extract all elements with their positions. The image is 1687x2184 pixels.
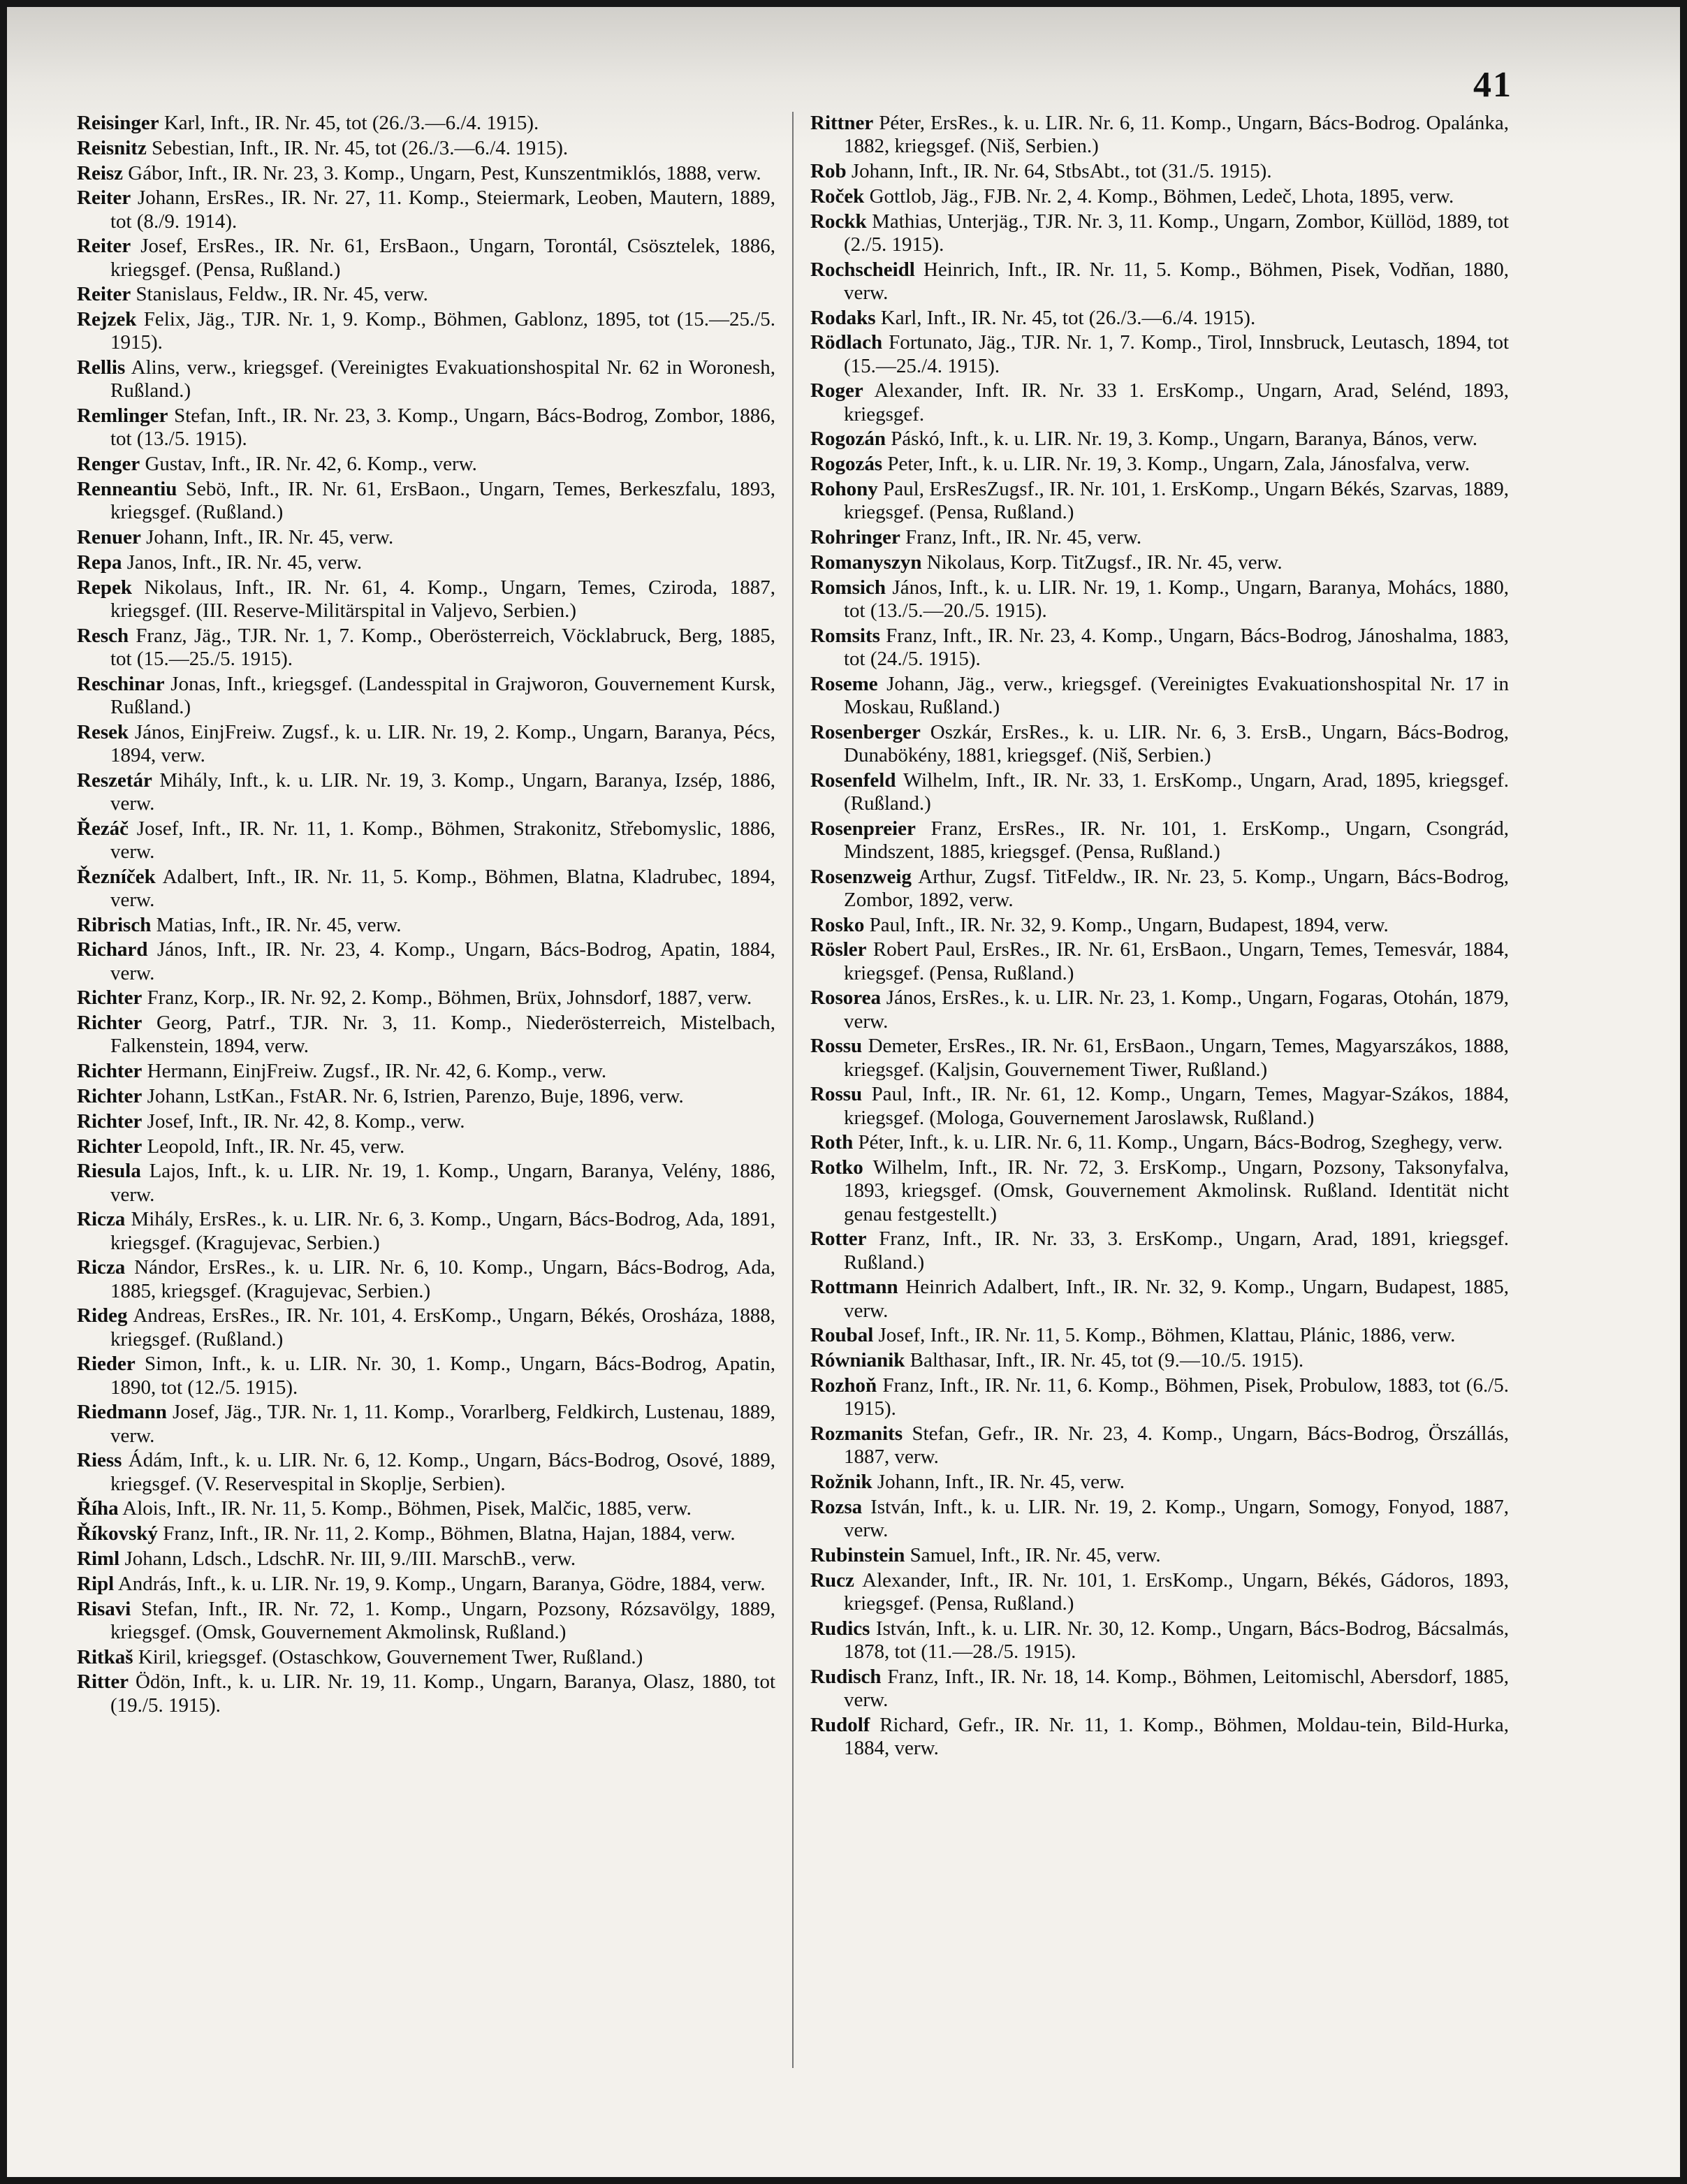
entry-details: Sebestian, Inft., IR. Nr. 45, tot (26./3.—6./4. 1915). xyxy=(152,136,569,159)
entry-surname: Roček xyxy=(810,184,865,208)
entry-surname: Ripl xyxy=(77,1572,115,1595)
entry-details: János, Inft., k. u. LIR. Nr. 19, 1. Komp., Ungarn, Baranya, Mohács, 1880, tot (13./5.—20./5. 1915). xyxy=(844,576,1509,622)
list-entry xyxy=(810,1714,1509,1760)
entry-surname: Rodaks xyxy=(810,306,876,329)
entry-details: Johann, Jäg., verw., kriegsgef. (Vereinigtes Evakuationshospital Nr. 17 in Moskau, Rußland.) xyxy=(844,672,1509,718)
entry-surname: Rellis xyxy=(77,356,126,379)
list-entry xyxy=(77,187,775,233)
list-entry xyxy=(810,428,1509,451)
entry-details: Stefan, Gefr., IR. Nr. 23, 4. Komp., Ungarn, Bács-Bodrog, Örszállás, 1887, verw. xyxy=(844,1422,1510,1469)
list-entry xyxy=(77,866,775,912)
entry-surname: Rosko xyxy=(810,913,865,936)
entry-details: Simon, Inft., k. u. LIR. Nr. 30, 1. Komp., Ungarn, Bács-Bodrog, Apatin, 1890, tot (12./5. 1915). xyxy=(110,1353,775,1399)
list-entry xyxy=(77,1670,775,1717)
entry-surname: Rödlach xyxy=(810,331,883,354)
list-entry xyxy=(810,866,1509,912)
entry-surname: Renneantiu xyxy=(77,477,177,500)
entry-details: Franz, Inft., IR. Nr. 18, 14. Komp., Böhmen, Leitomischl, Abersdorf, 1885, verw. xyxy=(844,1665,1509,1711)
list-entry xyxy=(810,1544,1509,1567)
entry-details: Alins, verw., kriegsgef. (Vereinigtes Evakuationshospital Nr. 62 in Woronesh, Rußland.) xyxy=(110,356,776,402)
entry-surname: Rosenberger xyxy=(810,720,921,743)
entry-details: Paul, Inft., IR. Nr. 32, 9. Komp., Ungarn, Budapest, 1894, verw. xyxy=(869,913,1389,936)
entry-surname: Rösler xyxy=(810,938,867,961)
entry-surname: Rožnik xyxy=(810,1470,872,1493)
entry-details: Franz, Inft., IR. Nr. 33, 3. ErsKomp., Ungarn, Arad, 1891, kriegsgef. Rußland.) xyxy=(844,1228,1509,1274)
entry-details: Karl, Inft., IR. Nr. 45, tot (26./3.—6./4. 1915). xyxy=(880,306,1256,329)
entry-surname: Richter xyxy=(77,1060,143,1083)
entry-details: Josef, Inft., IR. Nr. 11, 5. Komp., Böhmen, Klattau, Plánic, 1886, verw. xyxy=(878,1324,1456,1347)
list-entry xyxy=(810,769,1509,815)
list-entry xyxy=(77,526,775,549)
list-entry xyxy=(810,1349,1509,1372)
list-entry xyxy=(810,914,1509,937)
entry-details: István, Inft., k. u. LIR. Nr. 19, 2. Komp., Ungarn, Somogy, Fonyod, 1887, verw. xyxy=(844,1495,1509,1541)
entry-details: Franz, Inft., IR. Nr. 23, 4. Komp., Ungarn, Bács-Bodrog, Jánoshalma, 1883, tot (24./5. 1915). xyxy=(844,624,1510,670)
entry-details: Georg, Patrf., TJR. Nr. 3, 11. Komp., Niederösterreich, Mistelbach, Falkenstein, 1894, verw. xyxy=(110,1012,776,1058)
list-entry xyxy=(77,356,775,402)
entry-details: Franz, Inft., IR. Nr. 11, 6. Komp., Böhmen, Pisek, Probulow, 1883, tot (6./5. 1915). xyxy=(844,1374,1510,1420)
entry-surname: Romsich xyxy=(810,576,886,599)
entry-surname: Renger xyxy=(77,453,140,476)
entry-surname: Romanyszyn xyxy=(810,551,922,574)
list-entry xyxy=(77,817,775,864)
list-entry xyxy=(77,1060,775,1083)
entry-details: Adalbert, Inft., IR. Nr. 11, 5. Komp., Böhmen, Blatna, Kladrubec, 1894, verw. xyxy=(110,865,776,911)
entry-surname: Roseme xyxy=(810,672,878,695)
list-entry xyxy=(810,307,1509,330)
list-entry xyxy=(810,1617,1509,1664)
entry-details: Felix, Jäg., TJR. Nr. 1, 9. Komp., Böhmen, Gablonz, 1895, tot (15.—25./5. 1915). xyxy=(110,308,776,354)
entry-details: Arthur, Zugsf. TitFeldw., IR. Nr. 23, 5. Komp., Ungarn, Bács-Bodrog, Zombor, 1892, verw. xyxy=(844,865,1509,911)
entry-surname: Rosenzweig xyxy=(810,865,912,888)
entry-surname: Reiter xyxy=(77,187,131,210)
list-entry xyxy=(810,625,1509,671)
entry-surname: Riedmann xyxy=(77,1401,167,1424)
entry-details: Gustav, Inft., IR. Nr. 42, 6. Komp., verw. xyxy=(145,453,477,476)
entry-details: Franz, Korp., IR. Nr. 92, 2. Komp., Böhmen, Brüx, Johnsdorf, 1887, verw. xyxy=(147,987,752,1010)
entry-details: Nándor, ErsRes., k. u. LIR. Nr. 6, 10. Komp., Ungarn, Bács-Bodrog, Ada, 1885, kriegsgef. (Kragujevac, Serbien.) xyxy=(110,1256,775,1302)
entry-details: Josef, Jäg., TJR. Nr. 1, 11. Komp., Vorarlberg, Feldkirch, Lustenau, 1889, verw. xyxy=(110,1401,776,1447)
list-entry xyxy=(77,1256,775,1302)
entry-details: János, EinjFreiw. Zugsf., k. u. LIR. Nr. 19, 2. Komp., Ungarn, Baranya, Pécs, 1894, verw. xyxy=(110,720,775,766)
entry-details: Franz, Jäg., TJR. Nr. 1, 7. Komp., Oberösterreich, Vöcklabruck, Berg, 1885, tot (15.—25./5. 1915). xyxy=(110,624,775,670)
list-entry xyxy=(810,1131,1509,1154)
entry-details: Gottlob, Jäg., FJB. Nr. 2, 4. Komp., Böhmen, Ledeč, Lhota, 1895, verw. xyxy=(869,184,1454,208)
right-column xyxy=(810,112,1509,1762)
entry-surname: Rogozán xyxy=(810,428,886,451)
list-entry xyxy=(77,1012,775,1058)
entry-details: Peter, Inft., k. u. LIR. Nr. 19, 3. Komp., Ungarn, Zala, Jánosfalva, verw. xyxy=(887,453,1470,476)
entry-surname: Ricza xyxy=(77,1256,126,1279)
entry-details: Johann, Inft., IR. Nr. 64, StbsAbt., tot (31./5. 1915). xyxy=(851,160,1272,182)
entry-details: Jonas, Inft., kriegsgef. (Landesspital in Grajworon, Gouvernement Kursk, Rußland.) xyxy=(110,672,775,718)
list-entry xyxy=(77,551,775,574)
list-entry xyxy=(810,1156,1509,1226)
entry-details: Johann, LstKan., FstAR. Nr. 6, Istrien, Parenzo, Buje, 1896, verw. xyxy=(147,1084,684,1107)
entry-details: Ödön, Inft., k. u. LIR. Nr. 19, 11. Komp., Ungarn, Baranya, Olasz, 1880, tot (19./5. 1915). xyxy=(110,1670,776,1717)
entry-surname: Rozhoň xyxy=(810,1374,877,1397)
entry-surname: Równianik xyxy=(810,1349,905,1372)
entry-surname: Roger xyxy=(810,379,863,402)
entry-details: Gábor, Inft., IR. Nr. 23, 3. Komp., Ungarn, Pest, Kunszentmiklós, 1888, verw. xyxy=(128,161,761,184)
entry-surname: Rudisch xyxy=(810,1665,882,1688)
entry-surname: Repa xyxy=(77,551,122,574)
list-entry xyxy=(810,478,1509,524)
entry-details: Franz, ErsRes., IR. Nr. 101, 1. ErsKomp., Ungarn, Csongrád, Mindszent, 1885, kriegsgef. (Pensa, Rußland.) xyxy=(844,817,1509,863)
entry-surname: Rossu xyxy=(810,1035,863,1058)
list-entry xyxy=(77,162,775,185)
entry-details: Demeter, ErsRes., IR. Nr. 61, ErsBaon., Ungarn, Temes, Magyarszákos, 1888, kriegsgef. (Kaljsin, Gouvernement Tiwer, Rußland.) xyxy=(844,1035,1510,1081)
entry-details: Heinrich, Inft., IR. Nr. 11, 5. Komp., Böhmen, Pisek, Vodňan, 1880, verw. xyxy=(844,258,1510,304)
entry-details: István, Inft., k. u. LIR. Nr. 30, 12. Komp., Ungarn, Bács-Bodrog, Bácsalmás, 1878, tot (11.—28./5. 1915). xyxy=(844,1617,1510,1663)
entry-surname: Rochscheidl xyxy=(810,258,915,281)
list-entry xyxy=(810,453,1509,476)
entry-surname: Resek xyxy=(77,720,129,743)
list-entry xyxy=(810,1324,1509,1347)
list-entry xyxy=(810,160,1509,183)
list-entry xyxy=(77,1449,775,1495)
entry-surname: Richter xyxy=(77,1109,143,1133)
entry-details: Oszkár, ErsRes., k. u. LIR. Nr. 6, 3. ErsB., Ungarn, Bács-Bodrog, Dunabökény, 1881, kriegsgef. (Niš, Serbien.) xyxy=(844,720,1510,766)
list-entry xyxy=(810,1569,1509,1615)
entry-details: András, Inft., k. u. LIR. Nr. 19, 9. Komp., Ungarn, Baranya, Gödre, 1884, verw. xyxy=(117,1572,766,1595)
entry-details: Alois, Inft., IR. Nr. 11, 5. Komp., Böhmen, Pisek, Malčic, 1885, verw. xyxy=(122,1497,692,1520)
entry-details: Samuel, Inft., IR. Nr. 45, verw. xyxy=(910,1543,1161,1566)
list-entry xyxy=(77,308,775,354)
list-entry xyxy=(810,331,1509,377)
list-entry xyxy=(77,1304,775,1351)
entry-details: Andreas, ErsRes., IR. Nr. 101, 4. ErsKomp., Ungarn, Békés, Orosháza, 1888, kriegsgef. (Rußland.) xyxy=(110,1304,775,1351)
entry-surname: Riesula xyxy=(77,1160,141,1183)
entry-surname: Richter xyxy=(77,1084,143,1107)
entry-details: Alexander, Inft., IR. Nr. 101, 1. ErsKomp., Ungarn, Békés, Gádoros, 1893, kriegsgef. (Pensa, Rußland.) xyxy=(844,1568,1509,1615)
entry-details: Ádám, Inft., k. u. LIR. Nr. 6, 12. Komp., Ungarn, Bács-Bodrog, Osové, 1889, kriegsgef. (V. Reservespital in Skoplje, Serbien). xyxy=(110,1449,775,1495)
entry-details: Johann, ErsRes., IR. Nr. 27, 11. Komp., Steiermark, Leoben, Mautern, 1889, tot (8./9. 1914). xyxy=(110,187,776,233)
entry-details: Hermann, EinjFreiw. Zugsf., IR. Nr. 42, 6. Komp., verw. xyxy=(147,1060,607,1083)
entry-details: Franz, Inft., IR. Nr. 11, 2. Komp., Böhmen, Blatna, Hajan, 1884, verw. xyxy=(163,1522,736,1545)
entry-details: Balthasar, Inft., IR. Nr. 45, tot (9.—10./5. 1915). xyxy=(910,1349,1304,1372)
entry-details: Nikolaus, Korp. TitZugsf., IR. Nr. 45, verw. xyxy=(926,551,1283,574)
list-entry xyxy=(810,987,1509,1033)
entry-surname: Richter xyxy=(77,987,143,1010)
list-entry xyxy=(810,576,1509,623)
entry-surname: Riess xyxy=(77,1449,122,1472)
entry-surname: Rittner xyxy=(810,112,874,134)
entry-details: Mihály, ErsRes., k. u. LIR. Nr. 6, 3. Komp., Ungarn, Bács-Bodrog, Ada, 1891, kriegsgef. (Kragujevac, Serbien.) xyxy=(110,1208,775,1254)
entry-surname: Rohony xyxy=(810,477,878,500)
entry-surname: Rohringer xyxy=(810,525,900,548)
list-entry xyxy=(77,938,775,984)
list-entry xyxy=(810,551,1509,574)
list-entry xyxy=(810,1496,1509,1542)
entry-surname: Říha xyxy=(77,1497,119,1520)
entry-surname: Rottmann xyxy=(810,1276,898,1299)
entry-surname: Reisz xyxy=(77,161,124,184)
entry-surname: Rogozás xyxy=(810,453,883,476)
list-entry xyxy=(77,1353,775,1399)
list-entry xyxy=(77,137,775,160)
list-entry xyxy=(810,673,1509,719)
list-entry xyxy=(77,1573,775,1596)
entry-details: Nikolaus, Inft., IR. Nr. 61, 4. Komp., Ungarn, Temes, Cziroda, 1887, kriegsgef. (III. Reserve-Militärspital in Valjevo, Serbien.) xyxy=(110,576,776,622)
entry-surname: Riml xyxy=(77,1547,120,1570)
list-entry xyxy=(77,235,775,281)
entry-details: Janos, Inft., IR. Nr. 45, verw. xyxy=(126,551,363,574)
entry-surname: Řezníček xyxy=(77,865,156,888)
entry-details: Josef, Inft., IR. Nr. 11, 1. Komp., Böhmen, Strakonitz, Střebomyslic, 1886, verw. xyxy=(110,817,776,863)
entry-details: Péter, ErsRes., k. u. LIR. Nr. 6, 11. Komp., Ungarn, Bács-Bodrog. Opalánka, 1882, kriegsgef. (Niš, Serbien.) xyxy=(844,112,1510,158)
entry-surname: Reschinar xyxy=(77,672,165,695)
entry-surname: Rockk xyxy=(810,210,867,233)
page-number: 41 xyxy=(1473,65,1512,105)
entry-surname: Risavi xyxy=(77,1597,131,1620)
list-entry xyxy=(77,1522,775,1545)
list-entry xyxy=(77,478,775,524)
entry-details: Mathias, Unterjäg., TJR. Nr. 3, 11. Komp., Ungarn, Zombor, Küllöd, 1889, tot (2./5. 1915). xyxy=(844,210,1509,256)
list-entry xyxy=(77,1401,775,1447)
entry-details: Stefan, Inft., IR. Nr. 23, 3. Komp., Ungarn, Bács-Bodrog, Zombor, 1886, tot (13./5. 1915). xyxy=(110,405,775,451)
entry-details: Kiril, kriegsgef. (Ostaschkow, Gouvernement Twer, Rußland.) xyxy=(138,1645,643,1668)
list-entry xyxy=(810,1666,1509,1712)
entry-surname: Ricza xyxy=(77,1208,126,1231)
entry-surname: Rob xyxy=(810,160,847,182)
entry-details: Franz, Inft., IR. Nr. 45, verw. xyxy=(905,525,1142,548)
entry-details: Karl, Inft., IR. Nr. 45, tot (26./3.—6./4. 1915). xyxy=(163,112,539,134)
entry-surname: Reisinger xyxy=(77,112,159,134)
entry-details: Lajos, Inft., k. u. LIR. Nr. 19, 1. Komp., Ungarn, Baranya, Velény, 1886, verw. xyxy=(110,1160,775,1206)
entry-surname: Rosenpreier xyxy=(810,817,916,840)
entry-surname: Richter xyxy=(77,1012,143,1035)
list-entry xyxy=(810,1083,1509,1129)
list-entry xyxy=(77,721,775,767)
list-entry xyxy=(810,526,1509,549)
entry-surname: Řezáč xyxy=(77,817,129,840)
list-entry xyxy=(810,1276,1509,1322)
entry-surname: Rosorea xyxy=(810,987,881,1010)
list-entry xyxy=(77,453,775,476)
list-entry xyxy=(77,1548,775,1571)
entry-surname: Rozmanits xyxy=(810,1422,903,1445)
list-entry xyxy=(810,379,1509,425)
entry-surname: Renuer xyxy=(77,525,141,548)
entry-details: Paul, Inft., IR. Nr. 61, 12. Komp., Ungarn, Temes, Magyar-Szákos, 1884, kriegsgef. (Mologa, Gouvernement Jaroslawsk, Rußland.) xyxy=(844,1083,1510,1129)
entry-surname: Rideg xyxy=(77,1304,128,1327)
list-entry xyxy=(810,817,1509,864)
list-entry xyxy=(77,283,775,306)
entry-surname: Rubinstein xyxy=(810,1543,905,1566)
entry-details: Leopold, Inft., IR. Nr. 45, verw. xyxy=(147,1135,405,1158)
list-entry xyxy=(810,721,1509,767)
list-entry xyxy=(77,987,775,1010)
entry-details: Johann, Inft., IR. Nr. 45, verw. xyxy=(146,525,394,548)
entry-surname: Rudics xyxy=(810,1617,870,1640)
list-entry xyxy=(77,1135,775,1158)
entry-surname: Ribrisch xyxy=(77,913,152,936)
list-entry xyxy=(810,1374,1509,1420)
entry-surname: Roth xyxy=(810,1131,854,1154)
entry-details: Johann, Ldsch., LdschR. Nr. III, 9./III. MarschB., verw. xyxy=(124,1547,576,1570)
list-entry xyxy=(77,1110,775,1133)
entry-surname: Reszetár xyxy=(77,769,152,792)
entry-details: János, Inft., IR. Nr. 23, 4. Komp., Ungarn, Bács-Bodrog, Apatin, 1884, verw. xyxy=(110,938,775,984)
entry-surname: Reisnitz xyxy=(77,136,147,159)
entry-surname: Ritter xyxy=(77,1670,129,1694)
entry-surname: Rucz xyxy=(810,1568,854,1592)
entry-details: Wilhelm, Inft., IR. Nr. 33, 1. ErsKomp., Ungarn, Arad, 1895, kriegsgef. (Rußland.) xyxy=(844,769,1509,815)
list-entry xyxy=(77,1646,775,1669)
entry-details: János, ErsRes., k. u. LIR. Nr. 23, 1. Komp., Ungarn, Fogaras, Otohán, 1879, verw. xyxy=(844,987,1509,1033)
entry-details: Mihály, Inft., k. u. LIR. Nr. 19, 3. Komp., Ungarn, Baranya, Izsép, 1886, verw. xyxy=(110,769,776,815)
entry-details: Fortunato, Jäg., TJR. Nr. 1, 7. Komp., Tirol, Innsbruck, Leutasch, 1894, tot (15.—25./4. 1915). xyxy=(844,331,1510,377)
entry-surname: Remlinger xyxy=(77,405,168,428)
entry-surname: Richter xyxy=(77,1135,143,1158)
entry-surname: Rotter xyxy=(810,1228,867,1251)
entry-details: Johann, Inft., IR. Nr. 45, verw. xyxy=(877,1470,1125,1493)
entry-surname: Rossu xyxy=(810,1083,863,1106)
list-entry xyxy=(77,914,775,937)
list-entry xyxy=(810,259,1509,305)
entry-surname: Resch xyxy=(77,624,129,647)
list-entry xyxy=(810,1471,1509,1494)
list-entry xyxy=(77,673,775,719)
entry-surname: Romsits xyxy=(810,624,880,647)
list-entry xyxy=(810,1035,1509,1081)
entry-details: Robert Paul, ErsRes., IR. Nr. 61, ErsBaon., Ungarn, Temes, Temesvár, 1884, kriegsgef. (Pensa, Rußland.) xyxy=(844,938,1509,984)
list-entry xyxy=(810,1228,1509,1274)
list-entry xyxy=(810,1422,1509,1469)
list-entry xyxy=(77,576,775,623)
entry-details: Paul, ErsResZugsf., IR. Nr. 101, 1. ErsKomp., Ungarn Békés, Szarvas, 1889, kriegsgef. (Pensa, Rußland.) xyxy=(844,477,1510,524)
entry-surname: Rotko xyxy=(810,1156,863,1179)
entry-details: Péter, Inft., k. u. LIR. Nr. 6, 11. Komp., Ungarn, Bács-Bodrog, Szeghegy, verw. xyxy=(858,1131,1503,1154)
list-entry xyxy=(77,1085,775,1108)
list-entry xyxy=(810,210,1509,256)
entry-details: Alexander, Inft. IR. Nr. 33 1. ErsKomp., Ungarn, Arad, Selénd, 1893, kriegsgef. xyxy=(844,379,1509,425)
list-entry xyxy=(77,769,775,815)
list-entry xyxy=(77,625,775,671)
entry-surname: Říkovský xyxy=(77,1522,159,1545)
list-entry xyxy=(77,405,775,451)
entry-surname: Roubal xyxy=(810,1324,874,1347)
entry-details: Stefan, Inft., IR. Nr. 72, 1. Komp., Ungarn, Pozsony, Rózsavölgy, 1889, kriegsgef. (Omsk, Gouvernement Akmolinsk, Rußland.) xyxy=(110,1597,775,1643)
entry-surname: Rudolf xyxy=(810,1713,870,1736)
entry-surname: Rejzek xyxy=(77,308,137,331)
list-entry xyxy=(77,1160,775,1206)
entry-surname: Reiter xyxy=(77,235,131,258)
left-column xyxy=(77,112,775,1719)
list-entry xyxy=(77,1497,775,1520)
entry-details: Páskó, Inft., k. u. LIR. Nr. 19, 3. Komp., Ungarn, Baranya, Bános, verw. xyxy=(891,428,1477,451)
list-entry xyxy=(810,938,1509,984)
column-divider xyxy=(792,112,794,2068)
entry-surname: Rieder xyxy=(77,1353,136,1376)
list-entry xyxy=(77,1208,775,1254)
entry-details: Heinrich Adalbert, Inft., IR. Nr. 32, 9. Komp., Ungarn, Budapest, 1885, verw. xyxy=(844,1276,1510,1322)
list-entry xyxy=(77,1598,775,1644)
entry-surname: Richard xyxy=(77,938,148,961)
entry-surname: Reiter xyxy=(77,283,131,306)
entry-surname: Repek xyxy=(77,576,132,599)
entry-details: Wilhelm, Inft., IR. Nr. 72, 3. ErsKomp., Ungarn, Pozsony, Taksonyfalva, 1893, kriegsgef. (Omsk, Gouvernement Akmolinsk. Rußland. Identität nicht genau festgestellt.) xyxy=(844,1156,1509,1225)
entry-surname: Ritkaš xyxy=(77,1645,133,1668)
entry-details: Josef, Inft., IR. Nr. 42, 8. Komp., verw. xyxy=(147,1109,465,1133)
list-entry xyxy=(810,185,1509,208)
entry-surname: Rozsa xyxy=(810,1495,863,1518)
entry-details: Stanislaus, Feldw., IR. Nr. 45, verw. xyxy=(136,283,428,306)
entry-details: Richard, Gefr., IR. Nr. 11, 1. Komp., Böhmen, Moldau-tein, Bild-Hurka, 1884, verw. xyxy=(844,1713,1510,1759)
entry-details: Sebö, Inft., IR. Nr. 61, ErsBaon., Ungarn, Temes, Berkeszfalu, 1893, kriegsgef. (Rußland.) xyxy=(110,477,776,524)
entry-details: Josef, ErsRes., IR. Nr. 61, ErsBaon., Ungarn, Torontál, Csösztelek, 1886, kriegsgef. (Pensa, Rußland.) xyxy=(110,235,775,281)
list-entry xyxy=(810,112,1509,158)
entry-surname: Rosenfeld xyxy=(810,769,896,792)
entry-details: Matias, Inft., IR. Nr. 45, verw. xyxy=(156,913,402,936)
list-entry xyxy=(77,112,775,135)
